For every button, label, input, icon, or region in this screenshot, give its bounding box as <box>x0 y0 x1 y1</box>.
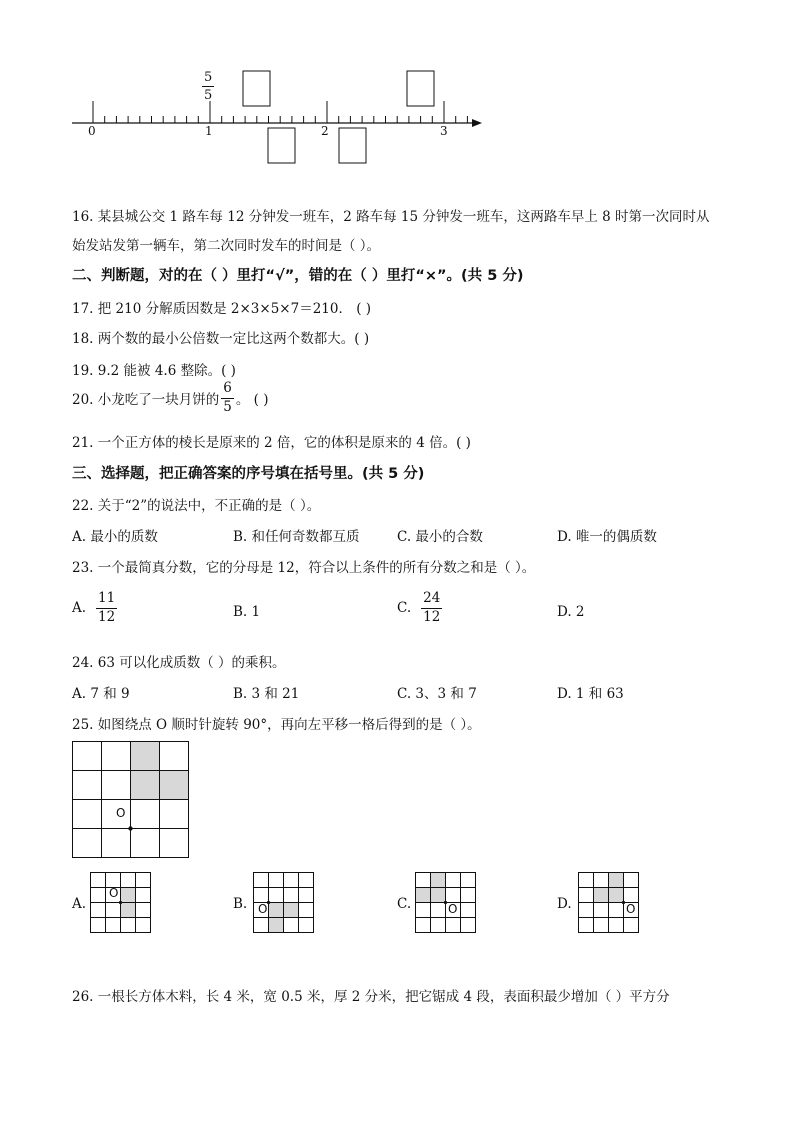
tick-label-3: 3 <box>440 124 448 138</box>
q25-stem: 25. 如图绕点 O 顺时针旋转 90°，再向左平移一格后得到的是（ ）。 <box>72 717 481 733</box>
q20 <box>72 382 268 414</box>
tick-label-2: 2 <box>321 124 329 138</box>
number-line-ticks <box>93 101 467 123</box>
q21: 21. 一个正方体的棱长是原来的 2 倍，它的体积是原来的 4 倍。( ) <box>72 435 471 451</box>
q23-a-denominator: 12 <box>98 608 116 625</box>
q24-option-c: C. 3、3 和 7 <box>397 686 477 702</box>
q16-line1: 16. 某县城公交 1 路车每 12 分钟发一班车，2 路车每 15 分钟发一班车，这两路车早上 8 时第一次同时从 <box>72 209 710 225</box>
q25-option-c-label: C. <box>397 896 412 912</box>
q25-option-d-label: D. <box>557 896 572 912</box>
q24-option-d: D. 1 和 63 <box>557 686 624 702</box>
q25-main-grid <box>72 741 192 861</box>
q16-line2: 始发站发第一辆车，第二次同时发车的时间是（ ）。 <box>72 238 381 254</box>
q25-option-a-o: O <box>109 886 119 900</box>
tick-label-0: 0 <box>88 124 96 138</box>
q20-numerator: 6 <box>221 382 234 399</box>
fraction-numerator: 5 <box>204 70 213 85</box>
q22-stem: 22. 关于“2”的说法中，不正确的是（ ）。 <box>72 498 321 514</box>
q24-option-b: B. 3 和 21 <box>233 686 300 702</box>
q25-main-o-label: O <box>116 806 126 820</box>
q25-option-a-grid <box>90 872 154 936</box>
q23-option-b: B. 1 <box>233 604 261 620</box>
point-o-dot <box>128 826 132 830</box>
q20-suffix: 。 ( ) <box>235 392 269 408</box>
q23-option-a-label: A. <box>72 600 87 616</box>
q20-prefix: 20. 小龙吃了一块月饼的 <box>72 392 220 408</box>
q24-stem: 24. 63 可以化成质数（ ）的乘积。 <box>72 655 286 671</box>
q23-c-denominator: 12 <box>423 608 441 625</box>
shaded-cell <box>160 770 189 799</box>
q23-stem: 23. 一个最简真分数，它的分母是 12，符合以上条件的所有分数之和是（ ）。 <box>72 560 536 576</box>
q25-option-c-grid <box>415 872 479 936</box>
number-line-svg <box>0 0 794 200</box>
q23-c-numerator: 24 <box>421 592 442 609</box>
number-line-arrow <box>472 119 482 127</box>
q25-option-b-o: O <box>258 902 268 916</box>
q20-denominator: 5 <box>223 398 232 415</box>
answer-box <box>243 71 270 106</box>
answer-box <box>268 128 295 163</box>
tick-label-1: 1 <box>205 124 213 138</box>
q22-option-a: A. 最小的质数 <box>72 529 158 545</box>
q22-option-b: B. 和任何奇数都互质 <box>233 529 360 545</box>
number-line-fraction <box>200 71 216 102</box>
q23-option-c <box>397 592 444 624</box>
q23-option-a <box>72 592 119 624</box>
q17: 17. 把 210 分解质因数是 2×3×5×7＝210． ( ) <box>72 301 372 317</box>
q22-option-c: C. 最小的合数 <box>397 529 483 545</box>
answer-box <box>339 128 366 163</box>
q25-option-a-label: A. <box>72 896 87 912</box>
section3-heading: 三、选择题，把正确答案的序号填在括号里。(共 5 分) <box>72 466 425 482</box>
q18: 18. 两个数的最小公倍数一定比这两个数都大。( ) <box>72 331 370 347</box>
q23-a-numerator: 11 <box>96 592 117 609</box>
q19: 19. 9.2 能被 4.6 整除。( ) <box>72 363 236 379</box>
answer-box <box>407 71 434 106</box>
q22-option-d: D. 唯一的偶质数 <box>557 529 657 545</box>
q25-option-d-o: O <box>626 902 636 916</box>
q23-option-c-label: C. <box>397 600 412 616</box>
q24-option-a: A. 7 和 9 <box>72 686 130 702</box>
q23-option-d: D. 2 <box>557 604 585 620</box>
q26-stem: 26. 一根长方体木料，长 4 米，宽 0.5 米，厚 2 分米，把它锯成 4 段，表面积最少增加（ ）平方分 <box>72 989 670 1005</box>
fraction-denominator: 5 <box>204 88 213 103</box>
shaded-cell <box>131 741 160 770</box>
shaded-cell <box>131 770 160 799</box>
q25-option-b-label: B. <box>233 896 248 912</box>
q25-option-c-o: O <box>448 902 458 916</box>
section2-heading: 二、判断题，对的在（ ）里打“√”，错的在（ ）里打“×”。(共 5 分) <box>72 268 524 284</box>
